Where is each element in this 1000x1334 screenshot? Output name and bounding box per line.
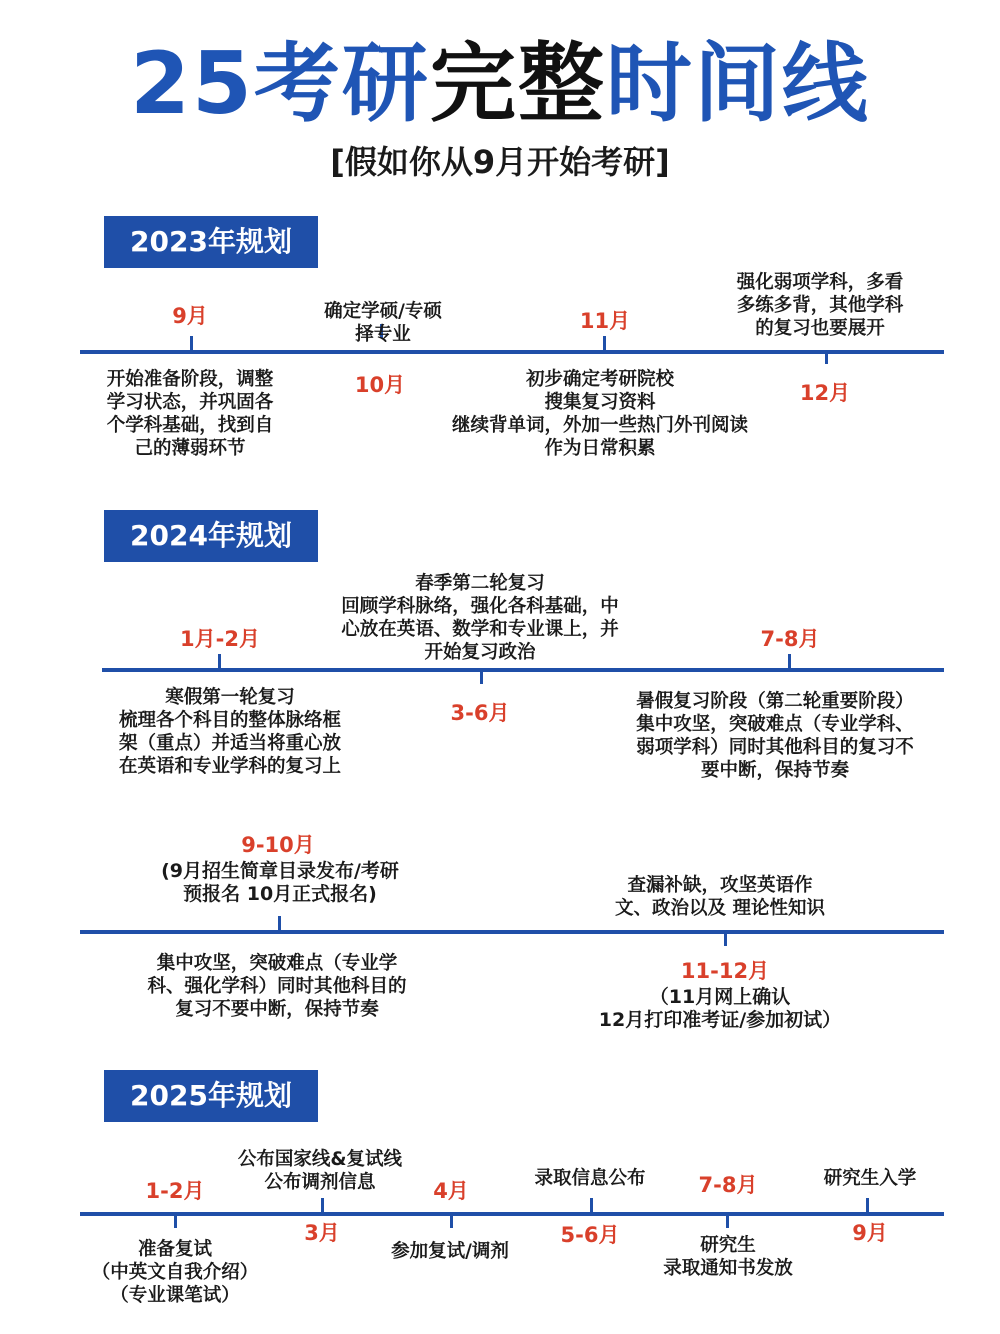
desc-2023-dec: 强化弱项学科，多看 多练多背，其他学科 的复习也要展开 (736, 272, 904, 339)
tick-2024-nov-dec (724, 932, 727, 946)
desc-2024-nov-dec: 查漏补缺，攻坚英语作 文、政治以及 理论性知识 (615, 875, 825, 919)
desc-2025-mar: 公布国家线&复试线 公布调剂信息 (237, 1149, 403, 1193)
month-label-2025-jul-aug: 7-8月 (698, 1173, 758, 1197)
tick-2024-sep-oct (278, 916, 281, 930)
timeline-line-2023 (80, 350, 944, 354)
desc-2024-sep-oct: 集中攻坚，突破难点（专业学 科、强化学科）同时其他科目的 复习不要中断，保持节奏 (147, 953, 407, 1020)
tick-2023-dec (825, 350, 828, 364)
tick-2024-jan-feb (218, 654, 221, 668)
tick-2025-mar (321, 1198, 324, 1212)
desc-2024-jul-aug: 暑假复习阶段（第二轮重要阶段） 集中攻坚，突破难点（专业学科、 弱项学科）同时其他科目的复习不 要中断，保持节奏 (636, 691, 914, 781)
tick-2025-apr (450, 1214, 453, 1228)
tick-2023-sep (190, 336, 193, 350)
month-label-2024-jan-feb: 1月-2月 (180, 627, 260, 651)
month-label-2023-oct: 10月 (354, 373, 406, 397)
section-header-2025: 2025年规划 (104, 1070, 318, 1122)
tick-2025-sep (866, 1198, 869, 1212)
timeline-line-2024-a (102, 668, 944, 672)
tick-2023-nov (603, 336, 606, 350)
desc-2025-may-jun: 录取信息公布 (534, 1168, 646, 1189)
desc-2024-jan-feb: 寒假第一轮复习 梳理各个科目的整体脉络框 架（重点）并适当将重心放 在英语和专业学科的复习上 (118, 687, 341, 777)
month-label-2025-apr: 4月 (433, 1179, 469, 1203)
month-label-2024-mar-jun: 3-6月 (450, 701, 510, 725)
title-part-2: 完整 (429, 34, 606, 134)
tick-2025-jan-feb (174, 1214, 177, 1228)
desc-2023-sep: 开始准备阶段，调整 学习状态，并巩固各 个学科基础，找到自 己的薄弱环节 (106, 369, 274, 459)
month-label-2024-nov-dec: 11-12月 (680, 959, 770, 983)
section-header-2023: 2023年规划 (104, 216, 318, 268)
tick-2025-jul-aug (726, 1214, 729, 1228)
month-label-2024-sep-oct: 9-10月 (241, 833, 315, 857)
title-part-1: 25考研 (130, 34, 430, 134)
note-2024-sep-oct: (9月招生简章目录发布/考研 预报名 10月正式报名) (161, 860, 399, 905)
tick-2025-may-jun (590, 1198, 593, 1212)
month-label-2024-jul-aug: 7-8月 (760, 627, 820, 651)
tick-2024-mar-jun (480, 670, 483, 684)
desc-2023-oct: 确定学硕/专硕 择专业 (324, 301, 442, 345)
section-header-2024: 2024年规划 (104, 510, 318, 562)
timeline-line-2025 (80, 1212, 944, 1216)
month-label-2025-mar: 3月 (304, 1221, 340, 1245)
month-label-2025-may-jun: 5-6月 (560, 1223, 620, 1247)
title-part-3: 时间线 (605, 34, 870, 134)
month-label-2023-sep: 9月 (172, 304, 208, 328)
page-subtitle: [假如你从9月开始考研] (330, 143, 670, 181)
page-title (0, 34, 1000, 134)
desc-2025-sep: 研究生入学 (823, 1168, 917, 1189)
tick-2024-jul-aug (788, 654, 791, 668)
desc-2024-mar-jun: 春季第二轮复习 回顾学科脉络，强化各科基础，中 心放在英语、数学和专业课上，并 开始复习政治 (341, 573, 619, 663)
desc-2023-nov: 初步确定考研院校 搜集复习资料 继续背单词，外加一些热门外刊阅读 作为日常积累 (451, 369, 748, 459)
desc-2025-jan-feb: 准备复试 （中英文自我介绍） （专业课笔试） (91, 1239, 259, 1306)
month-label-2023-nov: 11月 (579, 309, 631, 333)
desc-2025-apr: 参加复试/调剂 (391, 1241, 509, 1262)
month-label-2025-jan-feb: 1-2月 (145, 1179, 205, 1203)
desc-2025-jul-aug: 研究生 录取通知书发放 (663, 1235, 793, 1279)
timeline-line-2024-b (80, 930, 944, 934)
note-2024-nov-dec: （11月网上确认 12月打印准考证/参加初试） (598, 986, 842, 1031)
month-label-2023-dec: 12月 (799, 381, 851, 405)
month-label-2025-sep: 9月 (852, 1221, 888, 1245)
